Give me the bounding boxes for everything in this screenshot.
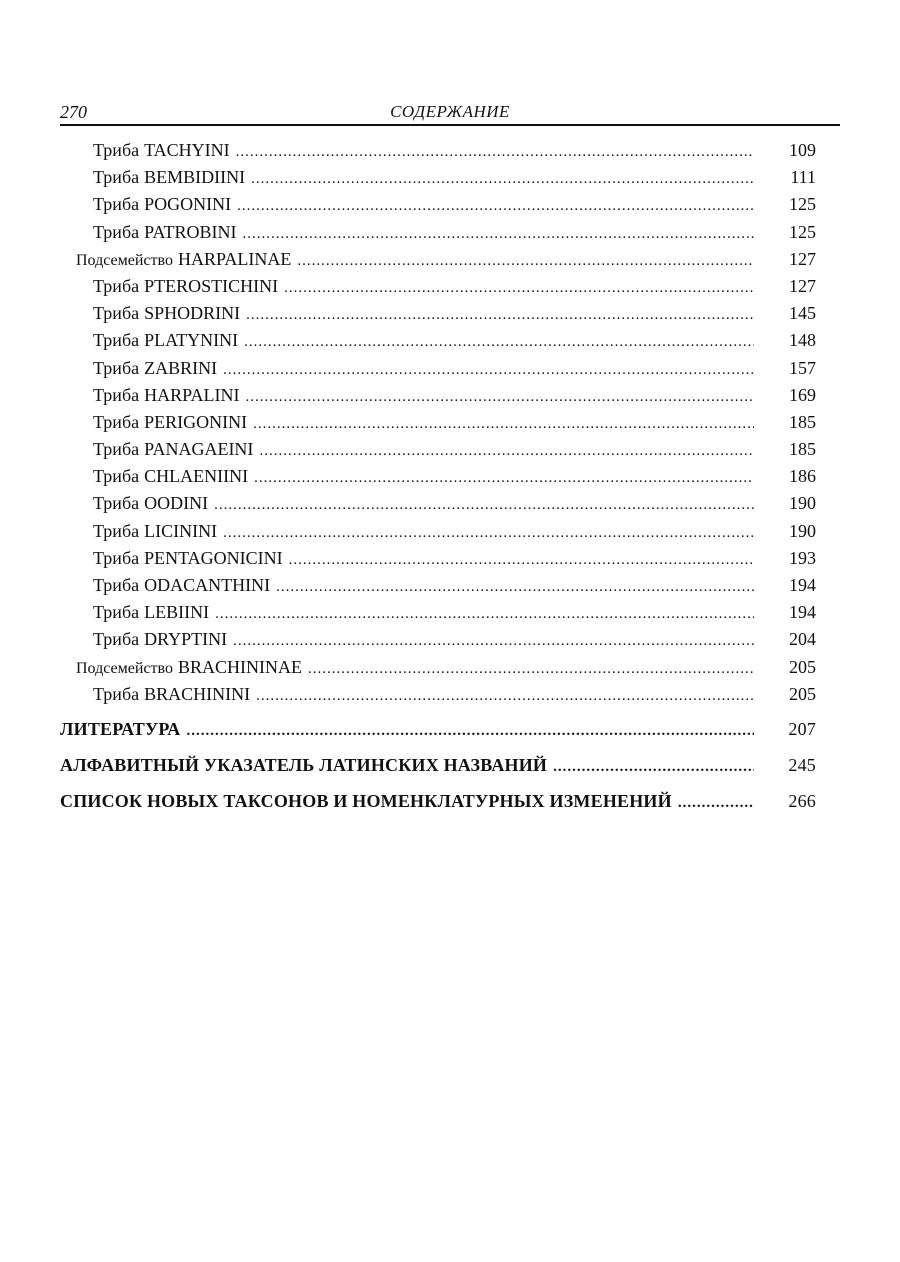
toc-entry-literature[interactable]	[60, 719, 816, 755]
entry-label: Триба PLATYNINI	[93, 330, 239, 351]
entry-label: Триба DRYPTINI	[93, 629, 228, 650]
toc-entry-tribe-patrobini[interactable]	[60, 222, 816, 249]
entry-label: ЛИТЕРАТУРА	[60, 718, 181, 739]
toc-entry-tribe-tachyini[interactable]	[60, 140, 816, 167]
entry-label: Триба SPHODRINI	[93, 303, 241, 324]
entry-label: Триба ZABRINI	[93, 357, 218, 378]
entry-label: Триба TACHYINI	[93, 140, 230, 160]
entry-page-number: 145	[789, 303, 816, 324]
toc-entry-tribe-pterostichini[interactable]	[60, 276, 816, 303]
page-header	[60, 100, 840, 126]
entry-page-number: 148	[789, 330, 816, 351]
entry-label: Триба PANAGAEINI	[93, 439, 254, 460]
entry-label: Триба LEBIINI	[93, 602, 210, 623]
dot-leader	[223, 362, 754, 379]
toc-entry-tribe-harpalini[interactable]	[60, 385, 816, 412]
entry-label: Подсемейство HARPALINAE	[76, 248, 292, 269]
entry-page-number: 125	[789, 221, 816, 242]
section-spacer	[60, 711, 816, 719]
entry-page-number: 185	[789, 439, 816, 460]
entry-label: Триба PERIGONINI	[93, 411, 248, 432]
dot-leader	[253, 416, 754, 433]
toc-entry-tribe-panagaeini[interactable]	[60, 439, 816, 466]
toc-entry-new-taxa-list[interactable]	[60, 791, 816, 827]
entry-page-number: 190	[789, 493, 816, 514]
entry-label: Триба PENTAGONICINI	[93, 547, 283, 568]
toc-entry-tribe-lebiini[interactable]	[60, 602, 816, 629]
entry-page-number: 186	[789, 466, 816, 487]
entry-label: Триба POGONINI	[93, 194, 232, 215]
dot-leader	[289, 552, 754, 569]
toc-entry-tribe-brachinini[interactable]	[60, 684, 816, 711]
dot-leader	[678, 795, 754, 812]
dot-leader	[233, 633, 754, 650]
dot-leader	[308, 661, 754, 678]
toc-entry-latin-index[interactable]	[60, 755, 816, 791]
toc-entry-tribe-pogonini[interactable]	[60, 194, 816, 221]
dot-leader	[237, 198, 754, 215]
toc-entry-tribe-platynini[interactable]	[60, 330, 816, 357]
entry-page-number: 185	[789, 411, 816, 432]
entry-label: Триба LICININI	[93, 520, 218, 541]
dot-leader	[254, 470, 754, 487]
dot-leader	[245, 389, 754, 406]
toc-entry-tribe-bembidiini[interactable]	[60, 167, 816, 194]
running-title: СОДЕРЖАНИЕ	[390, 102, 510, 121]
toc-entry-tribe-chlaeniini[interactable]	[60, 466, 816, 493]
entry-page-number: 266	[788, 790, 816, 811]
dot-leader	[236, 144, 754, 161]
entry-page-number: 157	[789, 357, 816, 378]
dot-leader	[214, 497, 754, 514]
entry-label: Триба PATROBINI	[93, 221, 237, 242]
entry-label: Триба HARPALINI	[93, 384, 240, 405]
toc-entry-subfamily-brachininae[interactable]	[60, 657, 816, 684]
entry-page-number: 111	[790, 167, 816, 188]
entry-page-number: 169	[789, 384, 816, 405]
dot-leader	[259, 443, 754, 460]
page-number: 270	[60, 102, 87, 122]
dot-leader	[297, 253, 754, 270]
dot-leader	[223, 525, 754, 542]
dot-leader	[284, 280, 754, 297]
toc-entry-tribe-sphodrini[interactable]	[60, 303, 816, 330]
toc-entry-tribe-zabrini[interactable]	[60, 358, 816, 385]
toc-entry-tribe-perigonini[interactable]	[60, 412, 816, 439]
dot-leader	[276, 579, 754, 596]
dot-leader	[215, 606, 754, 623]
entry-page-number: 190	[789, 520, 816, 541]
dot-leader	[242, 226, 754, 243]
entry-label: Подсемейство BRACHININAE	[76, 656, 302, 677]
dot-leader	[186, 723, 754, 740]
dot-leader	[256, 688, 754, 705]
table-of-contents	[60, 140, 816, 827]
entry-label: Триба BRACHININI	[93, 683, 251, 704]
entry-page-number: 204	[789, 629, 816, 650]
entry-page-number: 245	[788, 754, 816, 775]
toc-entry-tribe-oodini[interactable]	[60, 493, 816, 520]
toc-entry-tribe-odacanthini[interactable]	[60, 575, 816, 602]
entry-page-number: 207	[788, 718, 816, 739]
dot-leader	[553, 759, 754, 776]
toc-entry-tribe-licinini[interactable]	[60, 521, 816, 548]
entry-page-number: 194	[789, 575, 816, 595]
entry-label: Триба BEMBIDIINI	[93, 167, 246, 188]
toc-entry-tribe-dryptini[interactable]	[60, 629, 816, 656]
entry-page-number: 194	[789, 602, 816, 623]
dot-leader	[251, 171, 754, 188]
dot-leader	[246, 307, 754, 324]
entry-page-number: 109	[789, 140, 816, 160]
entry-page-number: 127	[789, 248, 816, 269]
entry-label: АЛФАВИТНЫЙ УКАЗАТЕЛЬ ЛАТИНСКИХ НАЗВАНИЙ	[60, 754, 548, 775]
dot-leader	[244, 334, 754, 351]
entry-page-number: 125	[789, 194, 816, 215]
entry-page-number: 205	[789, 656, 816, 677]
entry-label: Триба CHLAENIINI	[93, 466, 249, 487]
toc-entry-subfamily-harpalinae[interactable]	[60, 249, 816, 276]
entry-page-number: 205	[789, 683, 816, 704]
entry-page-number: 193	[789, 547, 816, 568]
entry-label: Триба ODACANTHINI	[93, 575, 271, 595]
toc-entry-tribe-pentagonicini[interactable]	[60, 548, 816, 575]
entry-label: Триба OODINI	[93, 493, 209, 514]
entry-page-number: 127	[789, 275, 816, 296]
entry-label: СПИСОК НОВЫХ ТАКСОНОВ И НОМЕНКЛАТУРНЫХ ИЗМЕНЕНИЙ	[60, 790, 672, 811]
entry-label: Триба PTEROSTICHINI	[93, 275, 279, 296]
